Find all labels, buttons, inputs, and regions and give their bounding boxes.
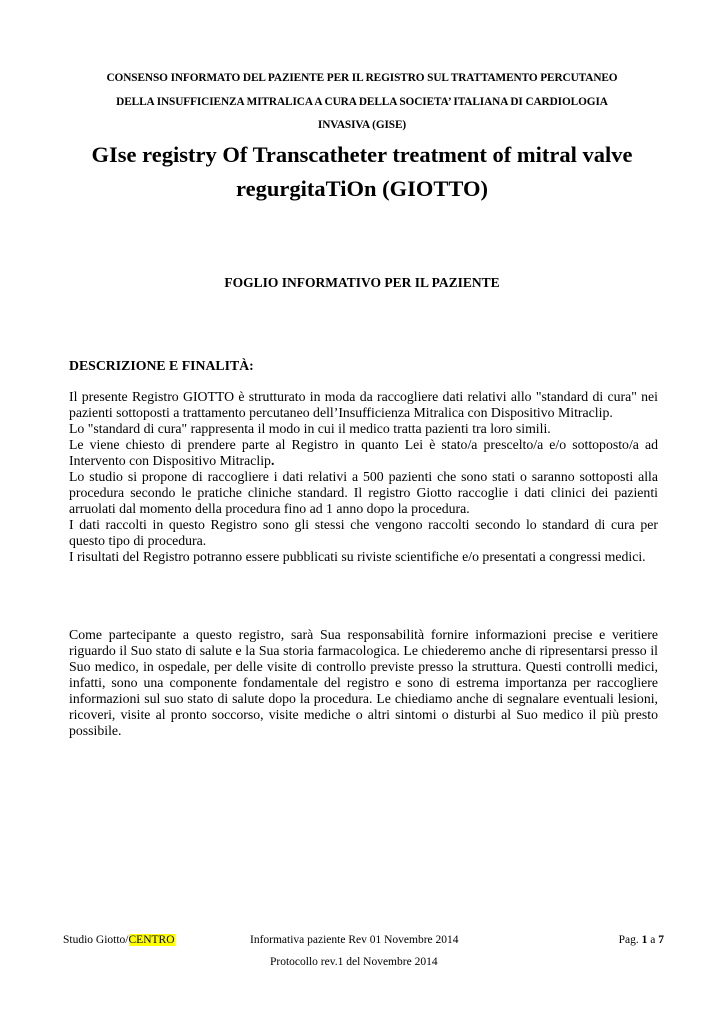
paragraph-intro: Il presente Registro GIOTTO è strutturato in moda da raccogliere dati relativi allo "standard di cura" nei pazienti sottoposti a trattamento percutaneo dell’Insufficienza Mitralica con Dispositivo Mitraclip. [69,389,658,420]
paragraph-results: I risultati del Registro potranno essere pubblicati su riviste scientifiche e/o presentati a congressi medici. [69,549,646,564]
participation-text: Le viene chiesto di prendere parte al Registro in quanto Lei è stato/a prescelto/a e/o sottoposto/a ad Intervento con Dispositivo Mitraclip [69,437,658,468]
paragraph-study-aim: Lo studio si propone di raccogliere i dati relativi a 500 pazienti che sono stati o saranno sottoposti alla procedura secondo le pratiche cliniche standard. Il registro Giotto raccoglie i dati clinici dei pazienti arruolati dal momento della procedura fino ad 1 anno dopo la procedura. [69,469,658,516]
document-title-line-2: regurgitaTiOn (GIOTTO) [236,176,488,201]
footer-centro-highlight: CENTRO [128,934,175,946]
section-heading: DESCRIZIONE E FINALITÀ: [69,358,254,373]
responsibility-section [69,627,658,739]
paragraph-responsibility: Come partecipante a questo registro, sarà Sua responsabilità fornire informazioni precise e veritiere riguardo il Suo stato di salute e la Sua storia farmacologica. Le chiederemo anche di ripresentarsi presso il Suo medico, in ospedale, per delle visite di controllo previste presso la struttura. Questi controlli medici, infatti, sono una componente fondamentale del registro e sono di estrema importanza per raccogliere informazioni sul suo stato di salute dopo la procedura. Le chiediamo anche di segnalare eventuali lesioni, ricoveri, visite al pronto soccorso, visite mediche o altri sintomi o disturbi al Suo medico il più presto possibile. [69,627,658,738]
participation-period: . [270,453,275,468]
header-line-3: INVASIVA (GISE) [317,119,407,131]
paragraph-participation [69,437,658,469]
page-prefix: Pag. [618,934,642,946]
document-subtitle: FOGLIO INFORMATIVO PER IL PAZIENTE [224,275,500,290]
paragraph-data-collected: I dati raccolti in questo Registro sono gli stessi che vengono raccolti secondo lo standard di cura per questo tipo di procedura. [69,517,658,548]
paragraph-standard-of-care: Lo "standard di cura" rappresenta il modo in cui il medico tratta pazienti tra loro simili. [69,421,551,436]
header-line-2: DELLA INSUFFICIENZA MITRALICA A CURA DELLA SOCIETA’ ITALIANA DI CARDIOLOGIA [116,96,608,108]
header-line-1: CONSENSO INFORMATO DEL PAZIENTE PER IL REGISTRO SUL TRATTAMENTO PERCUTANEO [106,72,618,84]
page-total: 7 [658,934,664,946]
document-title-line-1: GIse registry Of Transcatheter treatment of mitral valve [91,142,633,167]
page-current: 1 [641,934,648,946]
footer-study [63,934,175,946]
footer-protocol: Protocollo rev.1 del Novembre 2014 [270,956,438,968]
footer-page-number [619,934,664,946]
footer-info: Informativa paziente Rev 01 Novembre 2014 [250,934,459,946]
page-separator: a [647,934,659,946]
section-body [69,389,658,565]
footer-study-label: Studio Giotto/ [63,934,129,946]
